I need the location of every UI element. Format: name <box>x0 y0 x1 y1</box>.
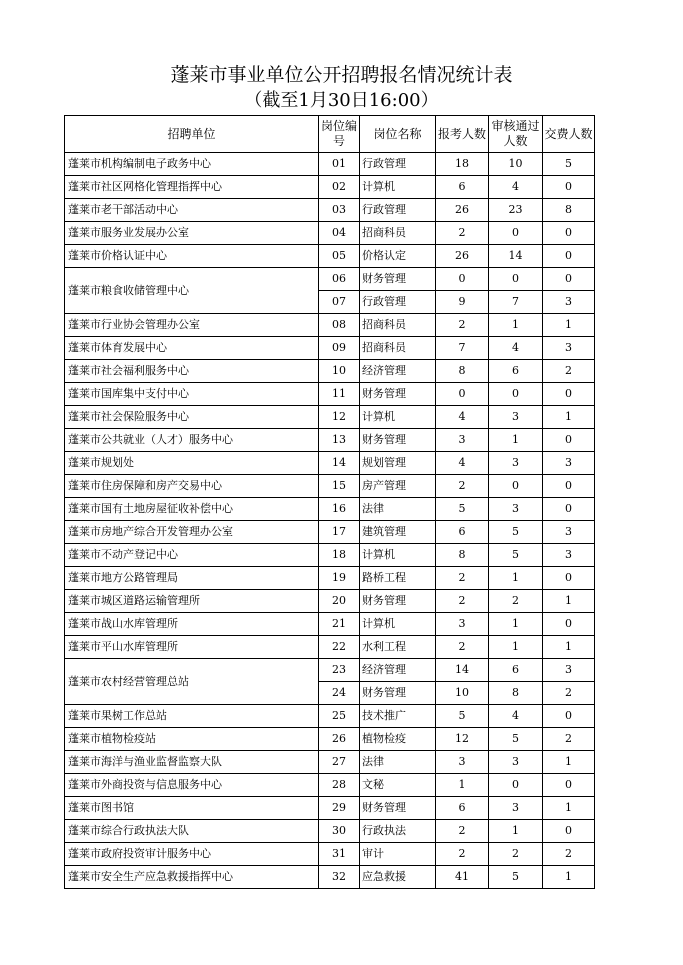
paid-cell: 1 <box>543 590 595 613</box>
approved-cell: 23 <box>489 199 543 222</box>
applicants-cell: 5 <box>436 705 489 728</box>
unit-cell: 蓬莱市植物检疫站 <box>65 728 319 751</box>
applicants-cell: 4 <box>436 452 489 475</box>
table-row <box>65 843 595 866</box>
code-cell: 25 <box>319 705 360 728</box>
code-cell: 28 <box>319 774 360 797</box>
approved-cell: 2 <box>489 590 543 613</box>
unit-cell: 蓬莱市图书馆 <box>65 797 319 820</box>
unit-cell: 蓬莱市地方公路管理局 <box>65 567 319 590</box>
code-cell: 20 <box>319 590 360 613</box>
page-title: 蓬莱市事业单位公开招聘报名情况统计表 <box>170 64 513 86</box>
unit-cell: 蓬莱市安全生产应急救援指挥中心 <box>65 866 319 889</box>
unit-cell: 蓬莱市政府投资审计服务中心 <box>65 843 319 866</box>
paid-cell: 0 <box>543 383 595 406</box>
unit-cell: 蓬莱市外商投资与信息服务中心 <box>65 774 319 797</box>
header-paid: 交费人数 <box>543 116 595 153</box>
header-code: 岗位编号 <box>319 116 360 153</box>
position-cell: 招商科员 <box>360 222 436 245</box>
code-cell: 29 <box>319 797 360 820</box>
unit-cell: 蓬莱市海洋与渔业监督监察大队 <box>65 751 319 774</box>
paid-cell: 3 <box>543 521 595 544</box>
code-cell: 14 <box>319 452 360 475</box>
table-row <box>65 728 595 751</box>
code-cell: 31 <box>319 843 360 866</box>
table-row <box>65 820 595 843</box>
table-row <box>65 406 595 429</box>
position-cell: 植物检疫 <box>360 728 436 751</box>
applicants-cell: 1 <box>436 774 489 797</box>
paid-cell: 1 <box>543 406 595 429</box>
applicants-cell: 2 <box>436 567 489 590</box>
applicants-cell: 2 <box>436 222 489 245</box>
unit-cell: 蓬莱市房地产综合开发管理办公室 <box>65 521 319 544</box>
header-unit: 招聘单位 <box>65 116 319 153</box>
table-row <box>65 705 595 728</box>
paid-cell: 0 <box>543 475 595 498</box>
applicants-cell: 4 <box>436 406 489 429</box>
table-row <box>65 866 595 889</box>
position-cell: 行政管理 <box>360 199 436 222</box>
table-row <box>65 636 595 659</box>
applicants-cell: 2 <box>436 636 489 659</box>
table-row <box>65 774 595 797</box>
position-cell: 计算机 <box>360 406 436 429</box>
table-row <box>65 498 595 521</box>
unit-cell: 蓬莱市粮食收储管理中心 <box>65 268 319 314</box>
applicants-cell: 6 <box>436 176 489 199</box>
code-cell: 23 <box>319 659 360 682</box>
unit-cell: 蓬莱市城区道路运输管理所 <box>65 590 319 613</box>
paid-cell: 0 <box>543 705 595 728</box>
approved-cell: 3 <box>489 406 543 429</box>
unit-cell: 蓬莱市公共就业（人才）服务中心 <box>65 429 319 452</box>
page-subtitle: （截至1月30日16:00） <box>244 90 439 111</box>
header-position: 岗位名称 <box>360 116 436 153</box>
code-cell: 07 <box>319 291 360 314</box>
position-cell: 文秘 <box>360 774 436 797</box>
code-cell: 30 <box>319 820 360 843</box>
unit-cell: 蓬莱市不动产登记中心 <box>65 544 319 567</box>
approved-cell: 1 <box>489 820 543 843</box>
applicants-cell: 26 <box>436 199 489 222</box>
paid-cell: 2 <box>543 682 595 705</box>
approved-cell: 0 <box>489 268 543 291</box>
applicants-cell: 3 <box>436 751 489 774</box>
approved-cell: 1 <box>489 429 543 452</box>
paid-cell: 0 <box>543 429 595 452</box>
code-cell: 13 <box>319 429 360 452</box>
approved-cell: 8 <box>489 682 543 705</box>
paid-cell: 8 <box>543 199 595 222</box>
applicants-cell: 3 <box>436 613 489 636</box>
position-cell: 房产管理 <box>360 475 436 498</box>
approved-cell: 14 <box>489 245 543 268</box>
code-cell: 06 <box>319 268 360 291</box>
table-row <box>65 245 595 268</box>
table-row <box>65 590 595 613</box>
unit-cell: 蓬莱市综合行政执法大队 <box>65 820 319 843</box>
unit-cell: 蓬莱市国库集中支付中心 <box>65 383 319 406</box>
code-cell: 04 <box>319 222 360 245</box>
approved-cell: 0 <box>489 774 543 797</box>
code-cell: 19 <box>319 567 360 590</box>
approved-cell: 1 <box>489 567 543 590</box>
applicants-cell: 26 <box>436 245 489 268</box>
paid-cell: 3 <box>543 452 595 475</box>
applicants-cell: 2 <box>436 590 489 613</box>
code-cell: 26 <box>319 728 360 751</box>
position-cell: 法律 <box>360 498 436 521</box>
applicants-cell: 0 <box>436 383 489 406</box>
approved-cell: 7 <box>489 291 543 314</box>
position-cell: 审计 <box>360 843 436 866</box>
code-cell: 17 <box>319 521 360 544</box>
approved-cell: 5 <box>489 544 543 567</box>
position-cell: 招商科员 <box>360 314 436 337</box>
position-cell: 招商科员 <box>360 337 436 360</box>
approved-cell: 1 <box>489 636 543 659</box>
approved-cell: 3 <box>489 452 543 475</box>
table-row <box>65 452 595 475</box>
paid-cell: 0 <box>543 820 595 843</box>
approved-cell: 1 <box>489 613 543 636</box>
paid-cell: 2 <box>543 728 595 751</box>
unit-cell: 蓬莱市农村经营管理总站 <box>65 659 319 705</box>
header-applicants: 报考人数 <box>436 116 489 153</box>
paid-cell: 3 <box>543 291 595 314</box>
table-body <box>65 153 595 889</box>
approved-cell: 0 <box>489 222 543 245</box>
code-cell: 05 <box>319 245 360 268</box>
applicants-cell: 2 <box>436 314 489 337</box>
applicants-cell: 18 <box>436 153 489 176</box>
paid-cell: 1 <box>543 751 595 774</box>
table-row <box>65 314 595 337</box>
table-row <box>65 337 595 360</box>
registration-table <box>64 115 595 889</box>
applicants-cell: 8 <box>436 544 489 567</box>
unit-cell: 蓬莱市行业协会管理办公室 <box>65 314 319 337</box>
position-cell: 建筑管理 <box>360 521 436 544</box>
code-cell: 11 <box>319 383 360 406</box>
code-cell: 32 <box>319 866 360 889</box>
code-cell: 18 <box>319 544 360 567</box>
position-cell: 行政执法 <box>360 820 436 843</box>
applicants-cell: 6 <box>436 797 489 820</box>
paid-cell: 1 <box>543 866 595 889</box>
unit-cell: 蓬莱市社区网格化管理指挥中心 <box>65 176 319 199</box>
paid-cell: 1 <box>543 636 595 659</box>
position-cell: 经济管理 <box>360 360 436 383</box>
position-cell: 应急救援 <box>360 866 436 889</box>
unit-cell: 蓬莱市国有土地房屋征收补偿中心 <box>65 498 319 521</box>
approved-cell: 3 <box>489 751 543 774</box>
position-cell: 行政管理 <box>360 153 436 176</box>
position-cell: 行政管理 <box>360 291 436 314</box>
header-row <box>65 116 595 153</box>
approved-cell: 10 <box>489 153 543 176</box>
paid-cell: 0 <box>543 268 595 291</box>
table-row <box>65 544 595 567</box>
paid-cell: 0 <box>543 222 595 245</box>
table-row <box>65 567 595 590</box>
position-cell: 财务管理 <box>360 383 436 406</box>
paid-cell: 2 <box>543 843 595 866</box>
paid-cell: 0 <box>543 176 595 199</box>
unit-cell: 蓬莱市体育发展中心 <box>65 337 319 360</box>
code-cell: 08 <box>319 314 360 337</box>
code-cell: 02 <box>319 176 360 199</box>
paid-cell: 0 <box>543 774 595 797</box>
applicants-cell: 7 <box>436 337 489 360</box>
position-cell: 水利工程 <box>360 636 436 659</box>
approved-cell: 0 <box>489 383 543 406</box>
unit-cell: 蓬莱市价格认证中心 <box>65 245 319 268</box>
paid-cell: 2 <box>543 360 595 383</box>
approved-cell: 3 <box>489 797 543 820</box>
paid-cell: 0 <box>543 245 595 268</box>
code-cell: 12 <box>319 406 360 429</box>
code-cell: 21 <box>319 613 360 636</box>
unit-cell: 蓬莱市社会福利服务中心 <box>65 360 319 383</box>
approved-cell: 4 <box>489 705 543 728</box>
applicants-cell: 2 <box>436 820 489 843</box>
paid-cell: 0 <box>543 613 595 636</box>
approved-cell: 4 <box>489 337 543 360</box>
position-cell: 财务管理 <box>360 429 436 452</box>
table-row <box>65 383 595 406</box>
approved-cell: 5 <box>489 521 543 544</box>
table-row <box>65 360 595 383</box>
approved-cell: 2 <box>489 843 543 866</box>
table-row <box>65 222 595 245</box>
unit-cell: 蓬莱市果树工作总站 <box>65 705 319 728</box>
paid-cell: 0 <box>543 567 595 590</box>
unit-cell: 蓬莱市服务业发展办公室 <box>65 222 319 245</box>
applicants-cell: 3 <box>436 429 489 452</box>
table-row <box>65 199 595 222</box>
applicants-cell: 0 <box>436 268 489 291</box>
approved-cell: 6 <box>489 360 543 383</box>
code-cell: 24 <box>319 682 360 705</box>
applicants-cell: 6 <box>436 521 489 544</box>
position-cell: 财务管理 <box>360 682 436 705</box>
table-row <box>65 268 595 291</box>
paid-cell: 0 <box>543 498 595 521</box>
table-row <box>65 521 595 544</box>
table-row <box>65 429 595 452</box>
unit-cell: 蓬莱市社会保险服务中心 <box>65 406 319 429</box>
approved-cell: 6 <box>489 659 543 682</box>
approved-cell: 4 <box>489 176 543 199</box>
code-cell: 01 <box>319 153 360 176</box>
paid-cell: 1 <box>543 797 595 820</box>
table-row <box>65 797 595 820</box>
approved-cell: 5 <box>489 728 543 751</box>
approved-cell: 0 <box>489 475 543 498</box>
paid-cell: 3 <box>543 544 595 567</box>
unit-cell: 蓬莱市住房保障和房产交易中心 <box>65 475 319 498</box>
table-row <box>65 153 595 176</box>
applicants-cell: 14 <box>436 659 489 682</box>
position-cell: 经济管理 <box>360 659 436 682</box>
table-row <box>65 475 595 498</box>
position-cell: 技术推广 <box>360 705 436 728</box>
unit-cell: 蓬莱市平山水库管理所 <box>65 636 319 659</box>
position-cell: 财务管理 <box>360 268 436 291</box>
table-row <box>65 751 595 774</box>
code-cell: 22 <box>319 636 360 659</box>
applicants-cell: 5 <box>436 498 489 521</box>
table-row <box>65 613 595 636</box>
position-cell: 规划管理 <box>360 452 436 475</box>
position-cell: 路桥工程 <box>360 567 436 590</box>
paid-cell: 3 <box>543 659 595 682</box>
paid-cell: 3 <box>543 337 595 360</box>
header-approved: 审核通过人数 <box>489 116 543 153</box>
paid-cell: 5 <box>543 153 595 176</box>
code-cell: 16 <box>319 498 360 521</box>
position-cell: 计算机 <box>360 613 436 636</box>
unit-cell: 蓬莱市老干部活动中心 <box>65 199 319 222</box>
position-cell: 财务管理 <box>360 590 436 613</box>
position-cell: 计算机 <box>360 176 436 199</box>
code-cell: 09 <box>319 337 360 360</box>
applicants-cell: 10 <box>436 682 489 705</box>
table-row <box>65 176 595 199</box>
approved-cell: 1 <box>489 314 543 337</box>
position-cell: 财务管理 <box>360 797 436 820</box>
code-cell: 15 <box>319 475 360 498</box>
applicants-cell: 2 <box>436 475 489 498</box>
unit-cell: 蓬莱市规划处 <box>65 452 319 475</box>
unit-cell: 蓬莱市机构编制电子政务中心 <box>65 153 319 176</box>
approved-cell: 3 <box>489 498 543 521</box>
table-row <box>65 659 595 682</box>
code-cell: 27 <box>319 751 360 774</box>
code-cell: 10 <box>319 360 360 383</box>
applicants-cell: 9 <box>436 291 489 314</box>
approved-cell: 5 <box>489 866 543 889</box>
applicants-cell: 41 <box>436 866 489 889</box>
code-cell: 03 <box>319 199 360 222</box>
position-cell: 法律 <box>360 751 436 774</box>
applicants-cell: 8 <box>436 360 489 383</box>
applicants-cell: 2 <box>436 843 489 866</box>
unit-cell: 蓬莱市战山水库管理所 <box>65 613 319 636</box>
applicants-cell: 12 <box>436 728 489 751</box>
position-cell: 价格认定 <box>360 245 436 268</box>
paid-cell: 1 <box>543 314 595 337</box>
position-cell: 计算机 <box>360 544 436 567</box>
